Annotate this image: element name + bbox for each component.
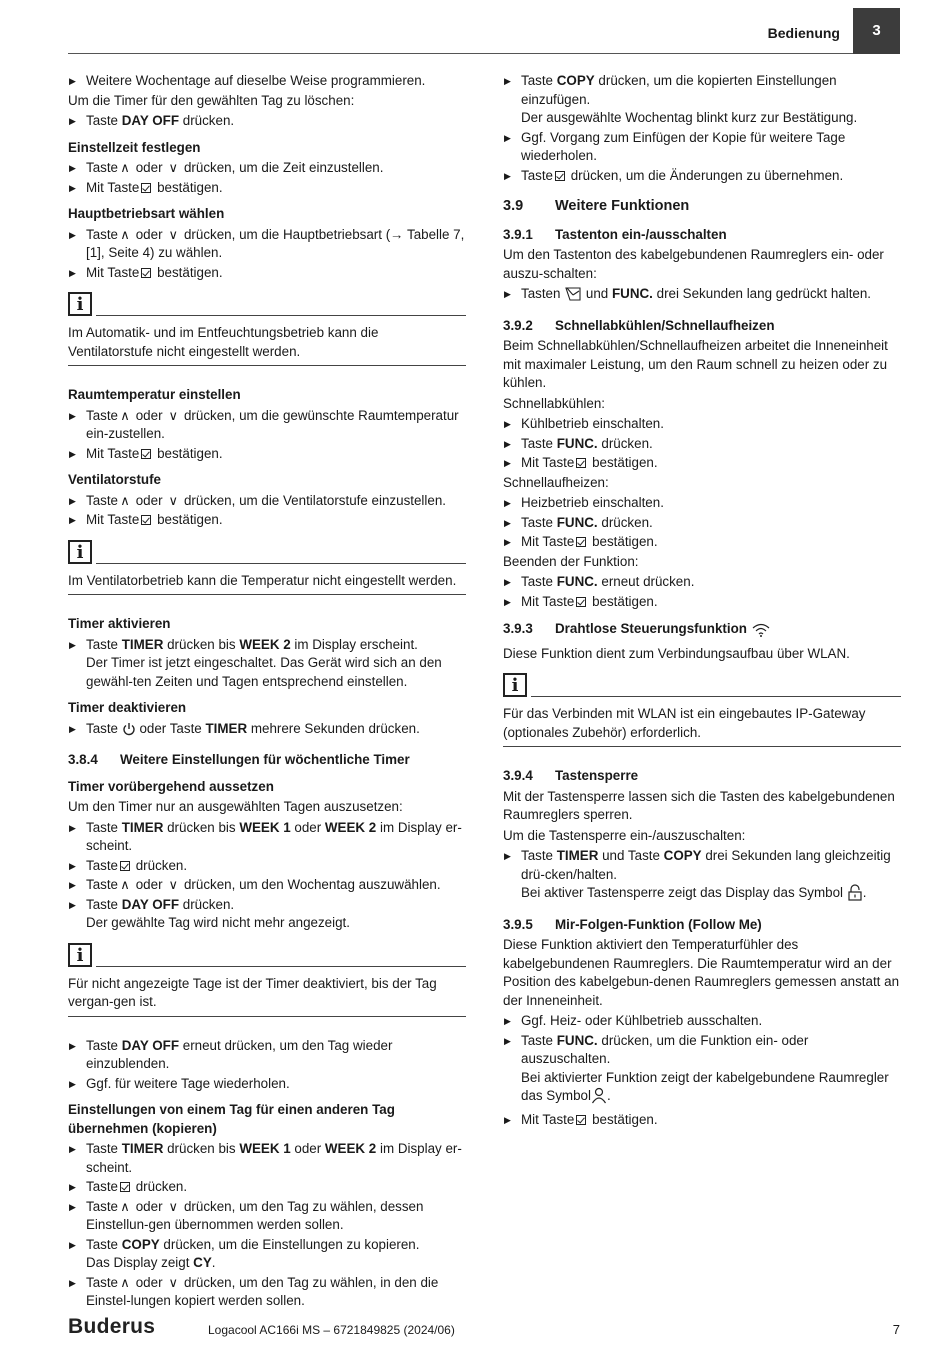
paragraph: Um die Timer für den gewählten Tag zu löschen:: [68, 92, 355, 108]
chevron-up-icon: ∧: [120, 1274, 130, 1290]
info-note: i Für das Verbinden mit WLAN ist ein eingebautes IP-Gateway (optionales Zubehör) erforderlich.: [503, 673, 901, 747]
info-icon: i: [68, 943, 92, 967]
list-item: ▶ Taste TIMER drücken bis WEEK 1 oder WEEK 2 im Display er-scheint.: [68, 819, 466, 856]
checkbox-icon: [141, 515, 151, 525]
list-item: ▶ Taste drücken, um die Änderungen zu übernehmen.: [503, 167, 901, 186]
list-item: ▶ Taste drücken.: [68, 1178, 466, 1197]
list-item: ▶ Ggf. Heiz- oder Kühlbetrieb ausschalten.: [503, 1012, 901, 1031]
list-item: ▶ Tasten und FUNC. drei Sekunden lang gedrückt halten.: [503, 285, 901, 308]
chevron-up-icon: ∧: [120, 160, 130, 175]
checkbox-icon: [555, 171, 565, 181]
section-heading: 3.9.1 Tastenton ein-/ausschalten: [503, 226, 727, 242]
paragraph: Um den Timer nur an ausgewählten Tagen auszusetzen:: [68, 799, 403, 814]
list-item: ▶ Taste DAY OFF drücken.: [68, 112, 466, 131]
power-icon: [122, 722, 136, 743]
list-item: ▶ Taste DAY OFF drücken. Der gewählte Tag wird nicht mehr angezeigt.: [68, 896, 466, 933]
checkbox-icon: [141, 183, 151, 193]
page-number: 7: [892, 1322, 900, 1337]
subheading: Ventilatorstufe: [68, 472, 162, 487]
section-heading: 3.9 Weitere Funktionen: [503, 198, 690, 214]
list-item: ▶ Ggf. für weitere Tage wiederholen.: [68, 1075, 466, 1094]
list-item: ▶ Taste COPY drücken, um die Einstellungen zu kopieren. Das Display zeigt CY.: [68, 1236, 466, 1273]
list-item: ▶ Taste COPY drücken, um die kopierten Einstellungen einzufügen. Der ausgewählte Wochentag blinkt kurz zur Bestätigung.: [503, 72, 901, 128]
section-heading: 3.9.5 Mir-Folgen-Funktion (Follow Me): [503, 916, 762, 932]
info-icon: i: [68, 292, 92, 316]
paragraph: Beenden der Funktion:: [503, 553, 639, 569]
checkbox-icon: [141, 268, 151, 278]
list-item: ▶ Taste DAY OFF erneut drücken, um den Tag wieder einzublenden.: [68, 1037, 466, 1074]
chevron-down-icon: ∨: [168, 1274, 179, 1290]
paragraph: Mit der Tastensperre lassen sich die Tasten des kabelgebundenen Raumreglers sperren.: [503, 788, 895, 822]
list-item: ▶ Taste ∧ oder ∨ drücken, um den Tag zu wählen, in den die Einstel-lungen kopiert werden sollen.: [68, 1274, 466, 1311]
section-heading: 3.9.2 Schnellabkühlen/Schnellaufheizen: [503, 317, 775, 333]
chevron-up-icon: ∧: [120, 226, 130, 242]
list-item: ▶ Mit Taste bestätigen.: [503, 533, 901, 552]
wifi-icon: [751, 623, 771, 643]
list-item: ▶ Taste FUNC. drücken, um die Funktion ein- oder auszuschalten. Bei aktivierter Funktion zeigt der kabelgebundene Raumregler das Symbol .: [503, 1032, 901, 1110]
list-item: ▶ Ggf. Vorgang zum Einfügen der Kopie für weitere Tage wiederholen.: [503, 129, 901, 166]
checkbox-icon: [120, 1182, 130, 1192]
chevron-up-icon: ∧: [120, 877, 130, 892]
left-column: [68, 72, 466, 1312]
list-item: ▶ Weitere Wochentage auf dieselbe Weise programmieren.: [68, 72, 466, 91]
checkbox-icon: [576, 1115, 586, 1125]
subheading: Hauptbetriebsart wählen: [68, 206, 225, 221]
subheading: Raumtemperatur einstellen: [68, 387, 241, 402]
chevron-down-icon: ∨: [168, 226, 179, 242]
subheading: Timer vorübergehend aussetzen: [68, 778, 274, 794]
chapter-number: 3: [853, 8, 900, 54]
paragraph: Um die Tastensperre ein-/auszuschalten:: [503, 827, 746, 843]
list-item: ▶ Taste ∧ oder ∨ drücken, um den Tag zu wählen, dessen Einstellun-gen übernommen werden sollen.: [68, 1198, 466, 1235]
paragraph: Schnellabkühlen:: [503, 395, 605, 411]
subheading: Timer aktivieren: [68, 616, 171, 631]
list-item: ▶ Taste FUNC. drücken.: [503, 435, 901, 454]
chevron-up-icon: ∧: [120, 407, 130, 423]
lock-icon: [847, 884, 863, 907]
right-column: [503, 72, 901, 1130]
list-item: ▶ Taste oder Taste TIMER mehrere Sekunden drücken.: [68, 720, 466, 743]
chevron-up-icon: ∧: [120, 492, 130, 508]
chevron-down-icon: ∨: [168, 1198, 179, 1214]
chevron-down-icon: ∨: [168, 492, 179, 508]
chevron-down-icon: ∨: [168, 160, 179, 175]
checkbox-icon: [120, 861, 130, 871]
subheading: Timer deaktivieren: [68, 700, 187, 715]
document-reference: Logacool AC166i MS – 6721849825 (2024/06): [208, 1323, 455, 1337]
section-heading: 3.8.4 Weitere Einstellungen für wöchentliche Timer: [68, 752, 410, 767]
info-icon: i: [503, 673, 527, 697]
info-note: i Im Automatik- und im Entfeuchtungsbetrieb kann die Ventilatorstufe nicht eingestellt werden.: [68, 292, 466, 366]
list-item: ▶ Taste TIMER und Taste COPY drei Sekunden lang gleichzeitig drü-cken/halten. Bei aktiver Tastensperre zeigt das Display das Symbol .: [503, 847, 901, 907]
list-item: ▶ Taste FUNC. erneut drücken.: [503, 573, 901, 592]
person-icon: [591, 1087, 607, 1110]
list-item: ▶ Taste ∧ oder ∨ drücken, um die gewünschte Raumtemperatur ein-zustellen.: [68, 407, 466, 444]
list-item: ▶ Mit Taste bestätigen.: [68, 445, 466, 464]
list-item: ▶ Mit Taste bestätigen.: [68, 264, 466, 283]
paragraph: Diese Funktion dient zum Verbindungsaufbau über WLAN.: [503, 645, 850, 661]
list-item: ▶ Taste ∧ oder ∨ drücken, um die Hauptbetriebsart (→ Tabelle 7, [1], Seite 4) zu wählen.: [68, 226, 466, 263]
subheading: Einstellzeit festlegen: [68, 139, 201, 155]
paragraph: Diese Funktion aktiviert den Temperaturfühler des kabelgebundenen Raumreglers. Die Raumtemperatur wird an der Position des kabelgebun-denen Raumreglers gemessen anstatt an der Inneneinheit.: [503, 937, 900, 1008]
info-icon: i: [68, 540, 92, 564]
paragraph: Schnellaufheizen:: [503, 474, 609, 490]
paragraph: Um den Tastenton des kabelgebundenen Raumreglers ein- oder auszu-schalten:: [503, 247, 884, 281]
checkbox-icon: [576, 537, 586, 547]
subheading: Einstellungen von einem Tag für einen anderen Tag übernehmen (kopieren): [68, 1102, 395, 1136]
header-rule: [68, 53, 853, 54]
list-item: ▶ Mit Taste bestätigen.: [503, 1111, 901, 1130]
list-item: ▶ Taste TIMER drücken bis WEEK 2 im Display erscheint. Der Timer ist jetzt eingeschaltet. Das Gerät wird sich an den gewähl-ten Zeiten und Tagen entsprechend einstellen.: [68, 636, 466, 692]
chevron-down-icon: ∨: [168, 877, 179, 892]
mute-key-icon: [564, 286, 582, 308]
list-item: ▶ Heizbetrieb einschalten.: [503, 494, 901, 513]
brand-logo: Buderus: [68, 1315, 156, 1338]
info-note: i Für nicht angezeigte Tage ist der Timer deaktiviert, bis der Tag vergan-gen ist.: [68, 943, 466, 1017]
list-item: ▶ Mit Taste bestätigen.: [68, 511, 466, 530]
list-item: ▶ Mit Taste bestätigen.: [503, 454, 901, 473]
list-item: ▶ Mit Taste bestätigen.: [503, 593, 901, 612]
list-item: ▶ Taste FUNC. drücken.: [503, 514, 901, 533]
list-item: ▶ Kühlbetrieb einschalten.: [503, 415, 901, 434]
list-item: ▶ Taste ∧ oder ∨ drücken, um die Zeit einzustellen.: [68, 159, 466, 178]
header-title: Bedienung: [767, 25, 840, 41]
list-item: ▶ Taste ∧ oder ∨ drücken, um den Wochentag auszuwählen.: [68, 876, 466, 895]
info-note: i Im Ventilatorbetrieb kann die Temperatur nicht eingestellt werden.: [68, 540, 466, 596]
list-item: ▶ Taste TIMER drücken bis WEEK 1 oder WEEK 2 im Display er-scheint.: [68, 1140, 466, 1177]
section-heading: 3.9.3 Drahtlose Steuerungsfunktion: [503, 620, 901, 643]
list-item: ▶ Taste ∧ oder ∨ drücken, um die Ventilatorstufe einzustellen.: [68, 492, 466, 511]
section-heading: 3.9.4 Tastensperre: [503, 768, 639, 783]
chevron-up-icon: ∧: [120, 1198, 130, 1214]
paragraph: Beim Schnellabkühlen/Schnellaufheizen arbeitet die Inneneinheit mit maximaler Leistung, um den Raum schnell zu heizen oder zu kühlen.: [503, 338, 888, 390]
checkbox-icon: [576, 597, 586, 607]
checkbox-icon: [576, 458, 586, 468]
list-item: ▶ Taste drücken.: [68, 857, 466, 876]
checkbox-icon: [141, 449, 151, 459]
chevron-down-icon: ∨: [168, 407, 179, 423]
list-item: ▶ Mit Taste bestätigen.: [68, 179, 466, 198]
